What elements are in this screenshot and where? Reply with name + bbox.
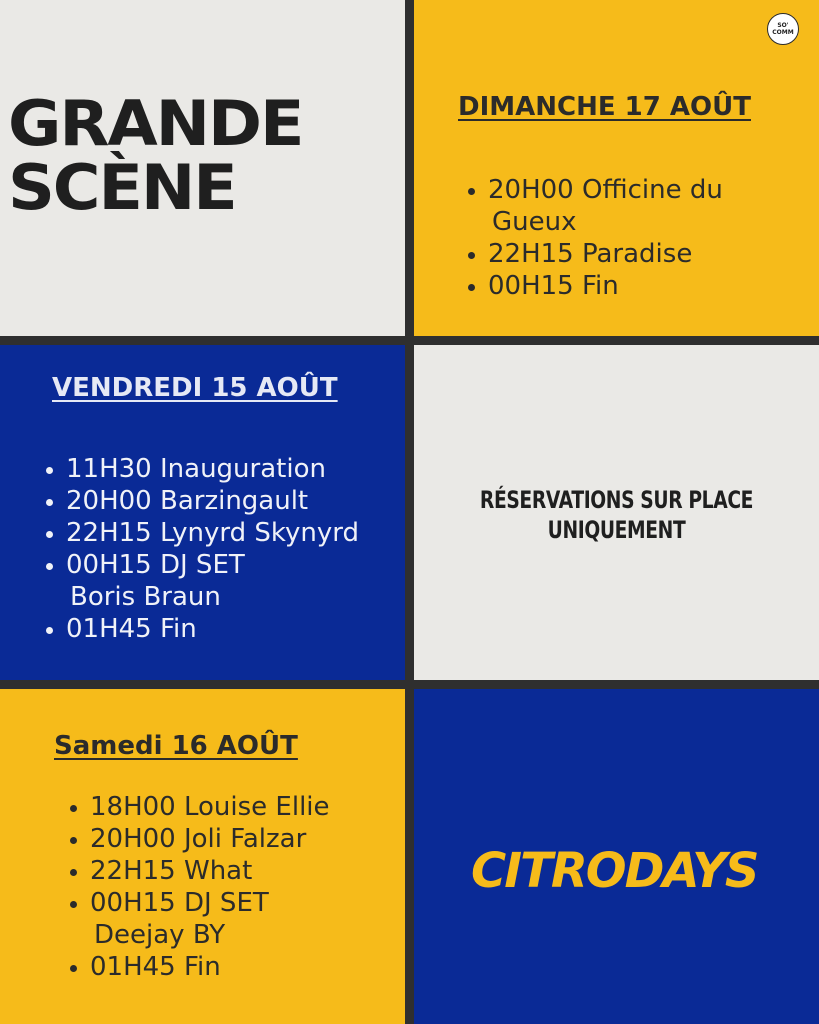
saturday-program [64,791,330,983]
reservation-panel [414,345,819,680]
list-item-text: 00H15 Fin [488,271,619,301]
list-item [66,517,359,549]
list-item-text: 20H00 Officine du [488,175,723,205]
sunday-program [462,174,723,302]
list-item [90,823,330,855]
page-title [8,87,303,224]
title-line-1: GRANDE [8,87,303,160]
reservation-line-1: RÉSERVATIONS SUR PLACE [479,486,754,514]
list-item-extra: Gueux [492,207,577,237]
reservation-notice [459,485,775,545]
list-item [488,238,723,270]
list-item [488,174,723,238]
list-item-text: 18H00 Louise Ellie [90,792,330,822]
title-panel [0,0,405,336]
list-item-text: 01H45 Fin [90,952,221,982]
list-item [66,549,359,613]
list-item-extra: Deejay BY [94,920,226,950]
logo-text: CITRODAYS [471,843,758,899]
sunday-panel [414,0,819,336]
list-item [90,951,330,983]
citrodays-logo-graphic [469,829,774,909]
friday-panel [0,345,405,680]
reservation-line-2: UNIQUEMENT [547,516,686,544]
list-item-text: 00H15 DJ SET [90,888,269,918]
list-item-text: 11H30 Inauguration [66,454,326,484]
list-item [90,855,330,887]
list-item [66,485,359,517]
citrodays-logo [469,829,774,909]
saturday-panel [0,689,405,1024]
sunday-heading: DIMANCHE 17 AOÛT [458,92,751,122]
list-item-extra: Boris Braun [70,582,221,612]
list-item-text: 20H00 Barzingault [66,486,309,516]
title-line-2: SCÈNE [8,151,236,224]
list-item [66,613,359,645]
socomm-logo [767,13,799,45]
badge-line-2: COMM [772,29,794,36]
list-item-text: 22H15 Paradise [488,239,693,269]
saturday-heading: Samedi 16 AOÛT [54,731,298,761]
list-item [90,791,330,823]
badge-line-1: SO' [777,22,789,29]
list-item [488,270,723,302]
friday-heading: VENDREDI 15 AOÛT [52,373,338,403]
list-item-text: 22H15 What [90,856,253,886]
list-item-text: 01H45 Fin [66,614,197,644]
logo-panel [414,689,819,1024]
friday-program [40,453,359,645]
list-item-text: 22H15 Lynyrd Skynyrd [66,518,359,548]
list-item [66,453,359,485]
list-item-text: 00H15 DJ SET [66,550,245,580]
list-item [90,887,330,951]
list-item-text: 20H00 Joli Falzar [90,824,307,854]
